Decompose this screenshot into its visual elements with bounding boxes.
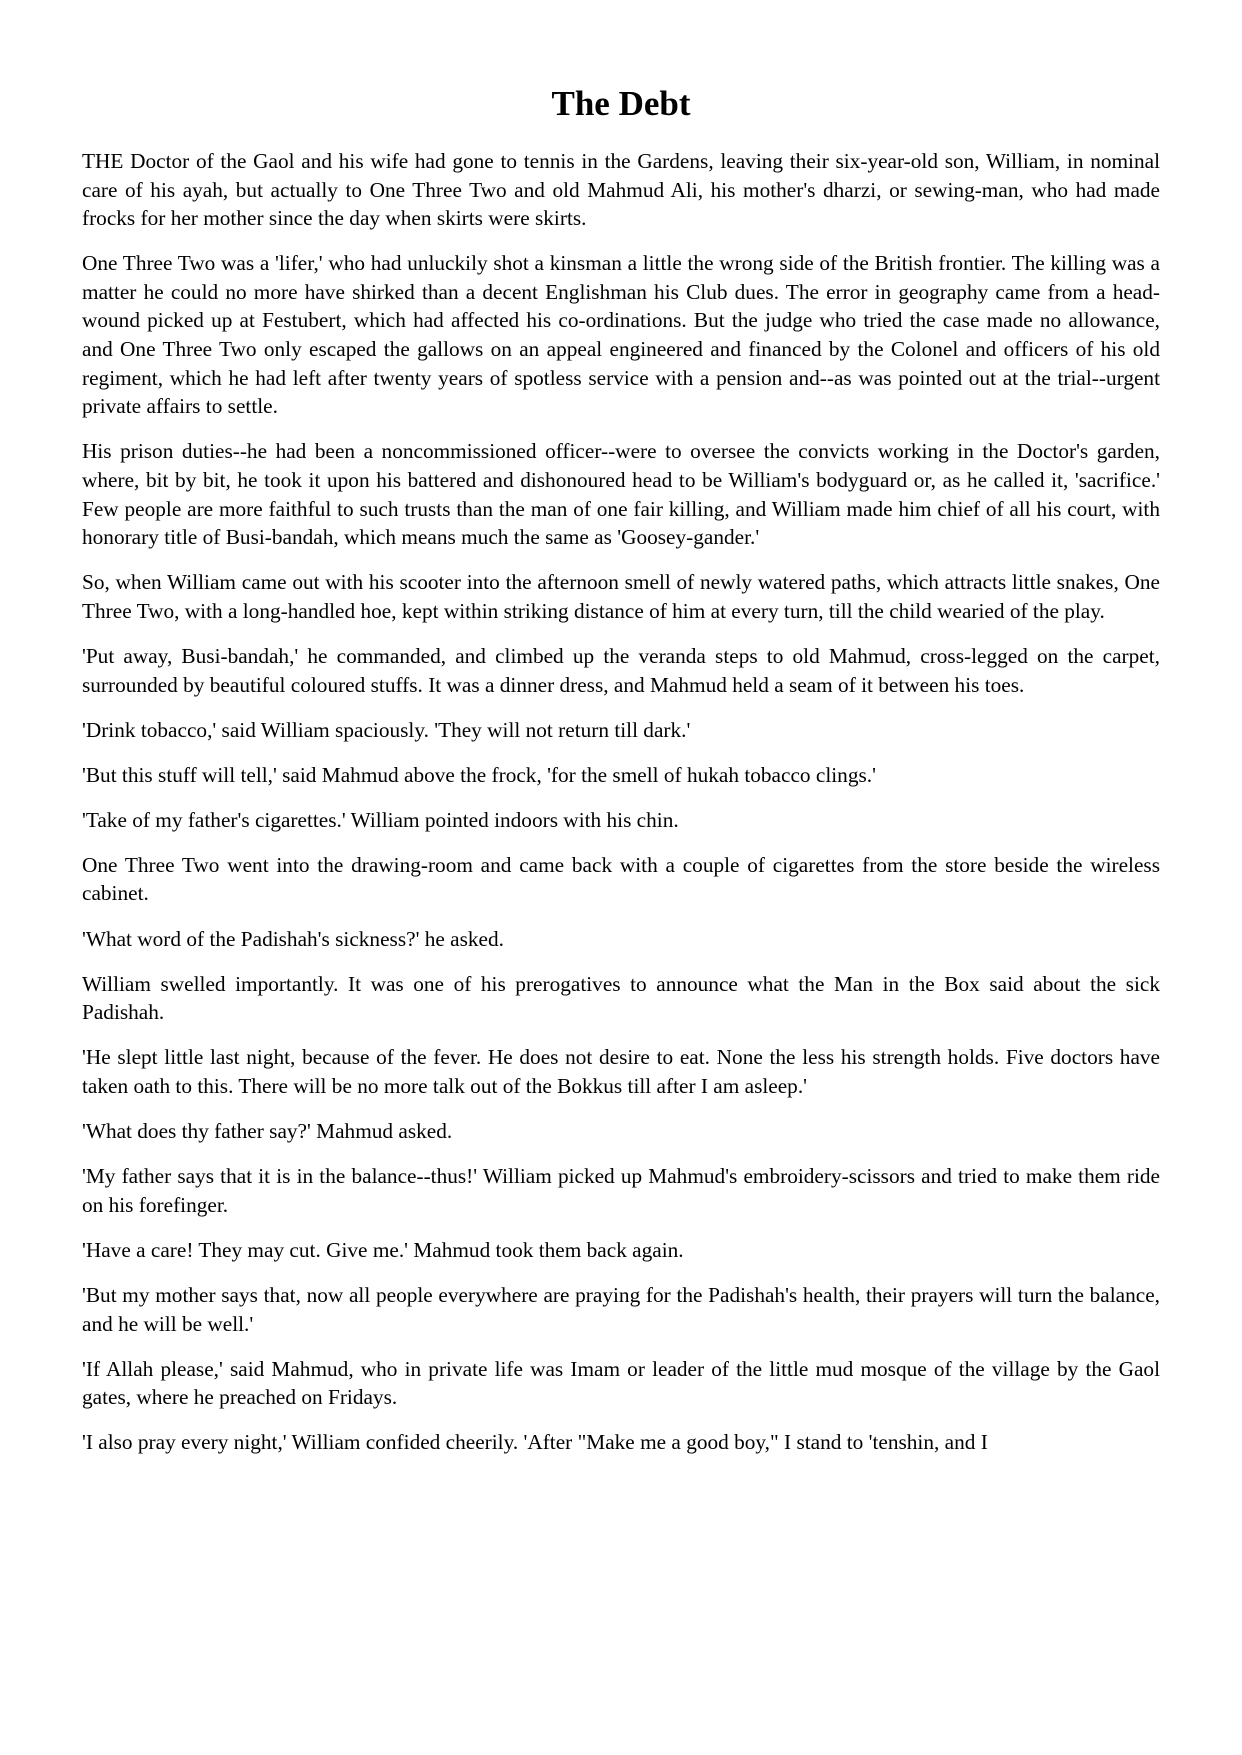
paragraph: 'Put away, Busi-bandah,' he commanded, and climbed up the veranda steps to old Mahmud, cross-legged on the carpet, surrounded by beautiful coloured stuffs. It was a dinner dress, and Mahmud held a seam of it between his toes. [82, 643, 1160, 697]
paragraph: 'I also pray every night,' William confided cheerily. 'After "Make me a good boy," I stand to 'tenshin, and I [82, 1430, 988, 1455]
paragraph: One Three Two went into the drawing-room and came back with a couple of cigarettes from the store beside the wireless cabinet. [82, 852, 1160, 906]
paragraph: 'If Allah please,' said Mahmud, who in private life was Imam or leader of the little mud mosque of the village by the Gaol gates, where he preached on Fridays. [82, 1356, 1160, 1410]
paragraph: 'But this stuff will tell,' said Mahmud above the frock, 'for the smell of hukah tobacco clings.' [82, 762, 876, 787]
paragraph: 'Have a care! They may cut. Give me.' Mahmud took them back again. [82, 1237, 684, 1262]
paragraph: So, when William came out with his scooter into the afternoon smell of newly watered paths, which attracts little snakes, One Three Two, with a long-handled hoe, kept within striking distance of him at every turn, till the child wearied of the play. [82, 570, 1160, 623]
paragraph: 'Drink tobacco,' said William spaciously. 'They will not return till dark.' [82, 717, 691, 742]
document-title: The Debt [551, 84, 691, 123]
paragraph: 'Take of my father's cigarettes.' William pointed indoors with his chin. [82, 807, 679, 832]
paragraph: 'He slept little last night, because of the fever. He does not desire to eat. None the less his strength holds. Five doctors have taken oath to this. There will be no more talk out of the Bokkus till after I am asleep.' [82, 1045, 1160, 1098]
paragraph: THE Doctor of the Gaol and his wife had gone to tennis in the Gardens, leaving their six-year-old son, William, in nominal care of his ayah, but actually to One Three Two and old Mahmud Ali, his mother's dharzi, or sewing-man, who had made frocks for her mother since the day when skirts were skirts. [82, 149, 1160, 231]
paragraph: William swelled importantly. It was one of his prerogatives to announce what the Man in the Box said about the sick Padishah. [82, 971, 1160, 1025]
paragraph: One Three Two was a 'lifer,' who had unluckily shot a kinsman a little the wrong side of the British frontier. The killing was a matter he could no more have shirked than a decent Englishman his Club dues. The error in geography came from a head-wound picked up at Festubert, which had affected his co-ordinations. But the judge who tried the case made no allowance, and One Three Two only escaped the gallows on an appeal engineered and financed by the Colonel and officers of his old regiment, which he had left after twenty years of spotless service with a pension and--as was pointed out at the trial--urgent private affairs to settle. [82, 251, 1160, 419]
paragraph: 'But my mother says that, now all people everywhere are praying for the Padishah's health, their prayers will turn the balance, and he will be well.' [82, 1282, 1160, 1336]
paragraph: 'What does thy father say?' Mahmud asked. [82, 1119, 453, 1144]
paragraph: 'My father says that it is in the balance--thus!' William picked up Mahmud's embroidery-scissors and tried to make them ride on his forefinger. [82, 1164, 1160, 1217]
paragraph: His prison duties--he had been a noncommissioned officer--were to oversee the convicts working in the Doctor's garden, where, bit by bit, he took it upon his battered and dishonoured head to be William's bodyguard or, as he called it, 'sacrifice.' Few people are more faithful to such trusts than the man of one fair killing, and William made him chief of all his court, with honorary title of Busi-bandah, which means much the same as 'Goosey-gander.' [82, 439, 1160, 550]
paragraph: 'What word of the Padishah's sickness?' he asked. [82, 926, 504, 951]
